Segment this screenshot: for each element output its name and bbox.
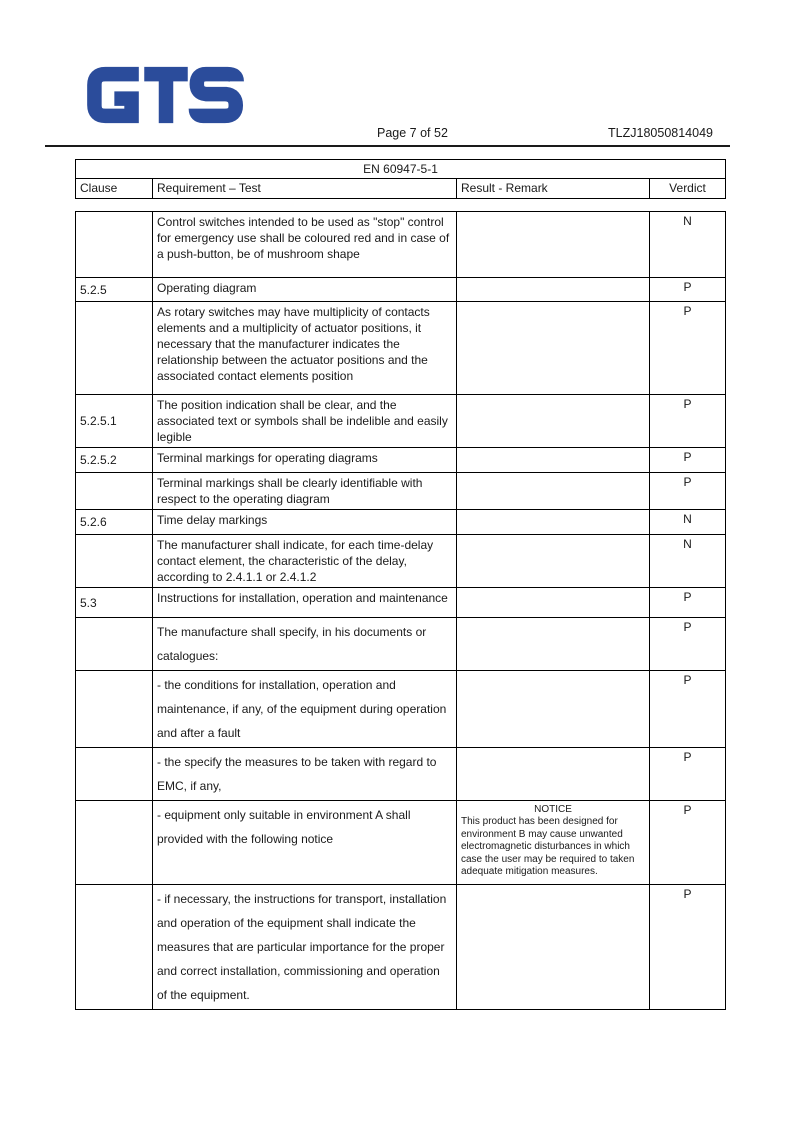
result-cell — [457, 885, 650, 1010]
clause-cell — [76, 671, 153, 748]
table-row — [76, 588, 726, 618]
standard-row — [76, 160, 726, 179]
clause-cell — [76, 535, 153, 588]
requirement-cell: The manufacture shall specify, in his documents or catalogues: — [153, 618, 457, 671]
result-cell — [457, 510, 650, 535]
gts-logo-icon — [86, 66, 246, 124]
clause-cell: 5.2.5 — [76, 278, 153, 302]
result-cell — [457, 671, 650, 748]
verdict-cell: N — [650, 510, 726, 535]
result-cell — [457, 588, 650, 618]
gts-logo — [86, 66, 246, 129]
result-cell — [457, 473, 650, 510]
requirement-cell: The position indication shall be clear, and the associated text or symbols shall be indelible and easily legible — [153, 395, 457, 448]
table-row — [76, 885, 726, 1010]
clause-cell: 5.3 — [76, 588, 153, 618]
table-row — [76, 302, 726, 395]
table-row — [76, 671, 726, 748]
verdict-cell: P — [650, 448, 726, 473]
clause-cell: 5.2.5.1 — [76, 395, 153, 448]
verdict-cell: P — [650, 588, 726, 618]
clause-cell — [76, 801, 153, 885]
notice-title: NOTICE — [534, 804, 572, 815]
result-cell — [457, 302, 650, 395]
verdict-cell: N — [650, 535, 726, 588]
result-cell — [457, 748, 650, 801]
table-row — [76, 473, 726, 510]
verdict-cell: P — [650, 278, 726, 302]
requirement-cell: Time delay markings — [153, 510, 457, 535]
requirement-cell: As rotary switches may have multiplicity of contacts elements and a multiplicity of actuator positions, it necessary that the manufacturer indicates the relationship between the actuator positions and the associated contact elements position — [153, 302, 457, 395]
requirement-cell: Terminal markings shall be clearly identifiable with respect to the operating diagram — [153, 473, 457, 510]
verdict-cell: P — [650, 473, 726, 510]
table-row — [76, 801, 726, 885]
standard-title: EN 60947-5-1 — [76, 160, 726, 179]
requirement-cell: Terminal markings for operating diagrams — [153, 448, 457, 473]
header-rule — [45, 145, 730, 147]
column-header-result: Result - Remark — [457, 179, 650, 199]
result-cell — [457, 801, 650, 885]
verdict-cell: P — [650, 748, 726, 801]
verdict-cell: N — [650, 212, 726, 278]
table-row — [76, 278, 726, 302]
verdict-cell: P — [650, 671, 726, 748]
column-header-verdict: Verdict — [650, 179, 726, 199]
result-cell — [457, 278, 650, 302]
result-cell — [457, 395, 650, 448]
requirements-table-body — [76, 212, 726, 1010]
requirement-cell: - if necessary, the instructions for transport, installation and operation of the equipment shall indicate the measures that are particular importance for the proper and correct installation, commissioning and operation of the equipment. — [153, 885, 457, 1010]
result-cell — [457, 212, 650, 278]
report-number: TLZJ18050814049 — [608, 126, 713, 140]
table-row — [76, 510, 726, 535]
clause-cell: 5.2.5.2 — [76, 448, 153, 473]
verdict-cell: P — [650, 395, 726, 448]
column-header-requirement: Requirement – Test — [153, 179, 457, 199]
clause-cell — [76, 473, 153, 510]
table-row — [76, 535, 726, 588]
result-cell — [457, 448, 650, 473]
requirement-cell: Control switches intended to be used as "stop" control for emergency use shall be coloured red and in case of a push-button, be of mushroom shape — [153, 212, 457, 278]
clause-cell — [76, 302, 153, 395]
table-row — [76, 395, 726, 448]
column-header-clause: Clause — [76, 179, 153, 199]
verdict-cell: P — [650, 618, 726, 671]
tables-area — [75, 159, 725, 1010]
requirement-cell: - the specify the measures to be taken with regard to EMC, if any, — [153, 748, 457, 801]
clause-cell — [76, 618, 153, 671]
verdict-cell: P — [650, 302, 726, 395]
requirement-cell: Instructions for installation, operation and maintenance — [153, 588, 457, 618]
clause-cell — [76, 212, 153, 278]
clause-cell — [76, 885, 153, 1010]
table-row — [76, 748, 726, 801]
table-row — [76, 448, 726, 473]
verdict-cell: P — [650, 801, 726, 885]
column-header-row — [76, 179, 726, 199]
table-row — [76, 212, 726, 278]
requirements-table — [75, 211, 726, 1010]
clause-cell — [76, 748, 153, 801]
clause-cell: 5.2.6 — [76, 510, 153, 535]
result-cell — [457, 535, 650, 588]
requirement-cell: The manufacturer shall indicate, for each time-delay contact element, the characteristic of the delay, according to 2.4.1.1 or 2.4.1.2 — [153, 535, 457, 588]
requirement-cell: Operating diagram — [153, 278, 457, 302]
requirement-cell: - the conditions for installation, operation and maintenance, if any, of the equipment during operation and after a fault — [153, 671, 457, 748]
result-cell — [457, 618, 650, 671]
standard-header-table — [75, 159, 726, 199]
table-row — [76, 618, 726, 671]
page-number: Page 7 of 52 — [377, 126, 448, 140]
verdict-cell: P — [650, 885, 726, 1010]
requirement-cell: - equipment only suitable in environment A shall provided with the following notice — [153, 801, 457, 885]
notice-text: This product has been designed for environment B may cause unwanted electromagnetic disturbances in which case the user may be required to taken adequate mitigation measures. — [461, 816, 635, 877]
